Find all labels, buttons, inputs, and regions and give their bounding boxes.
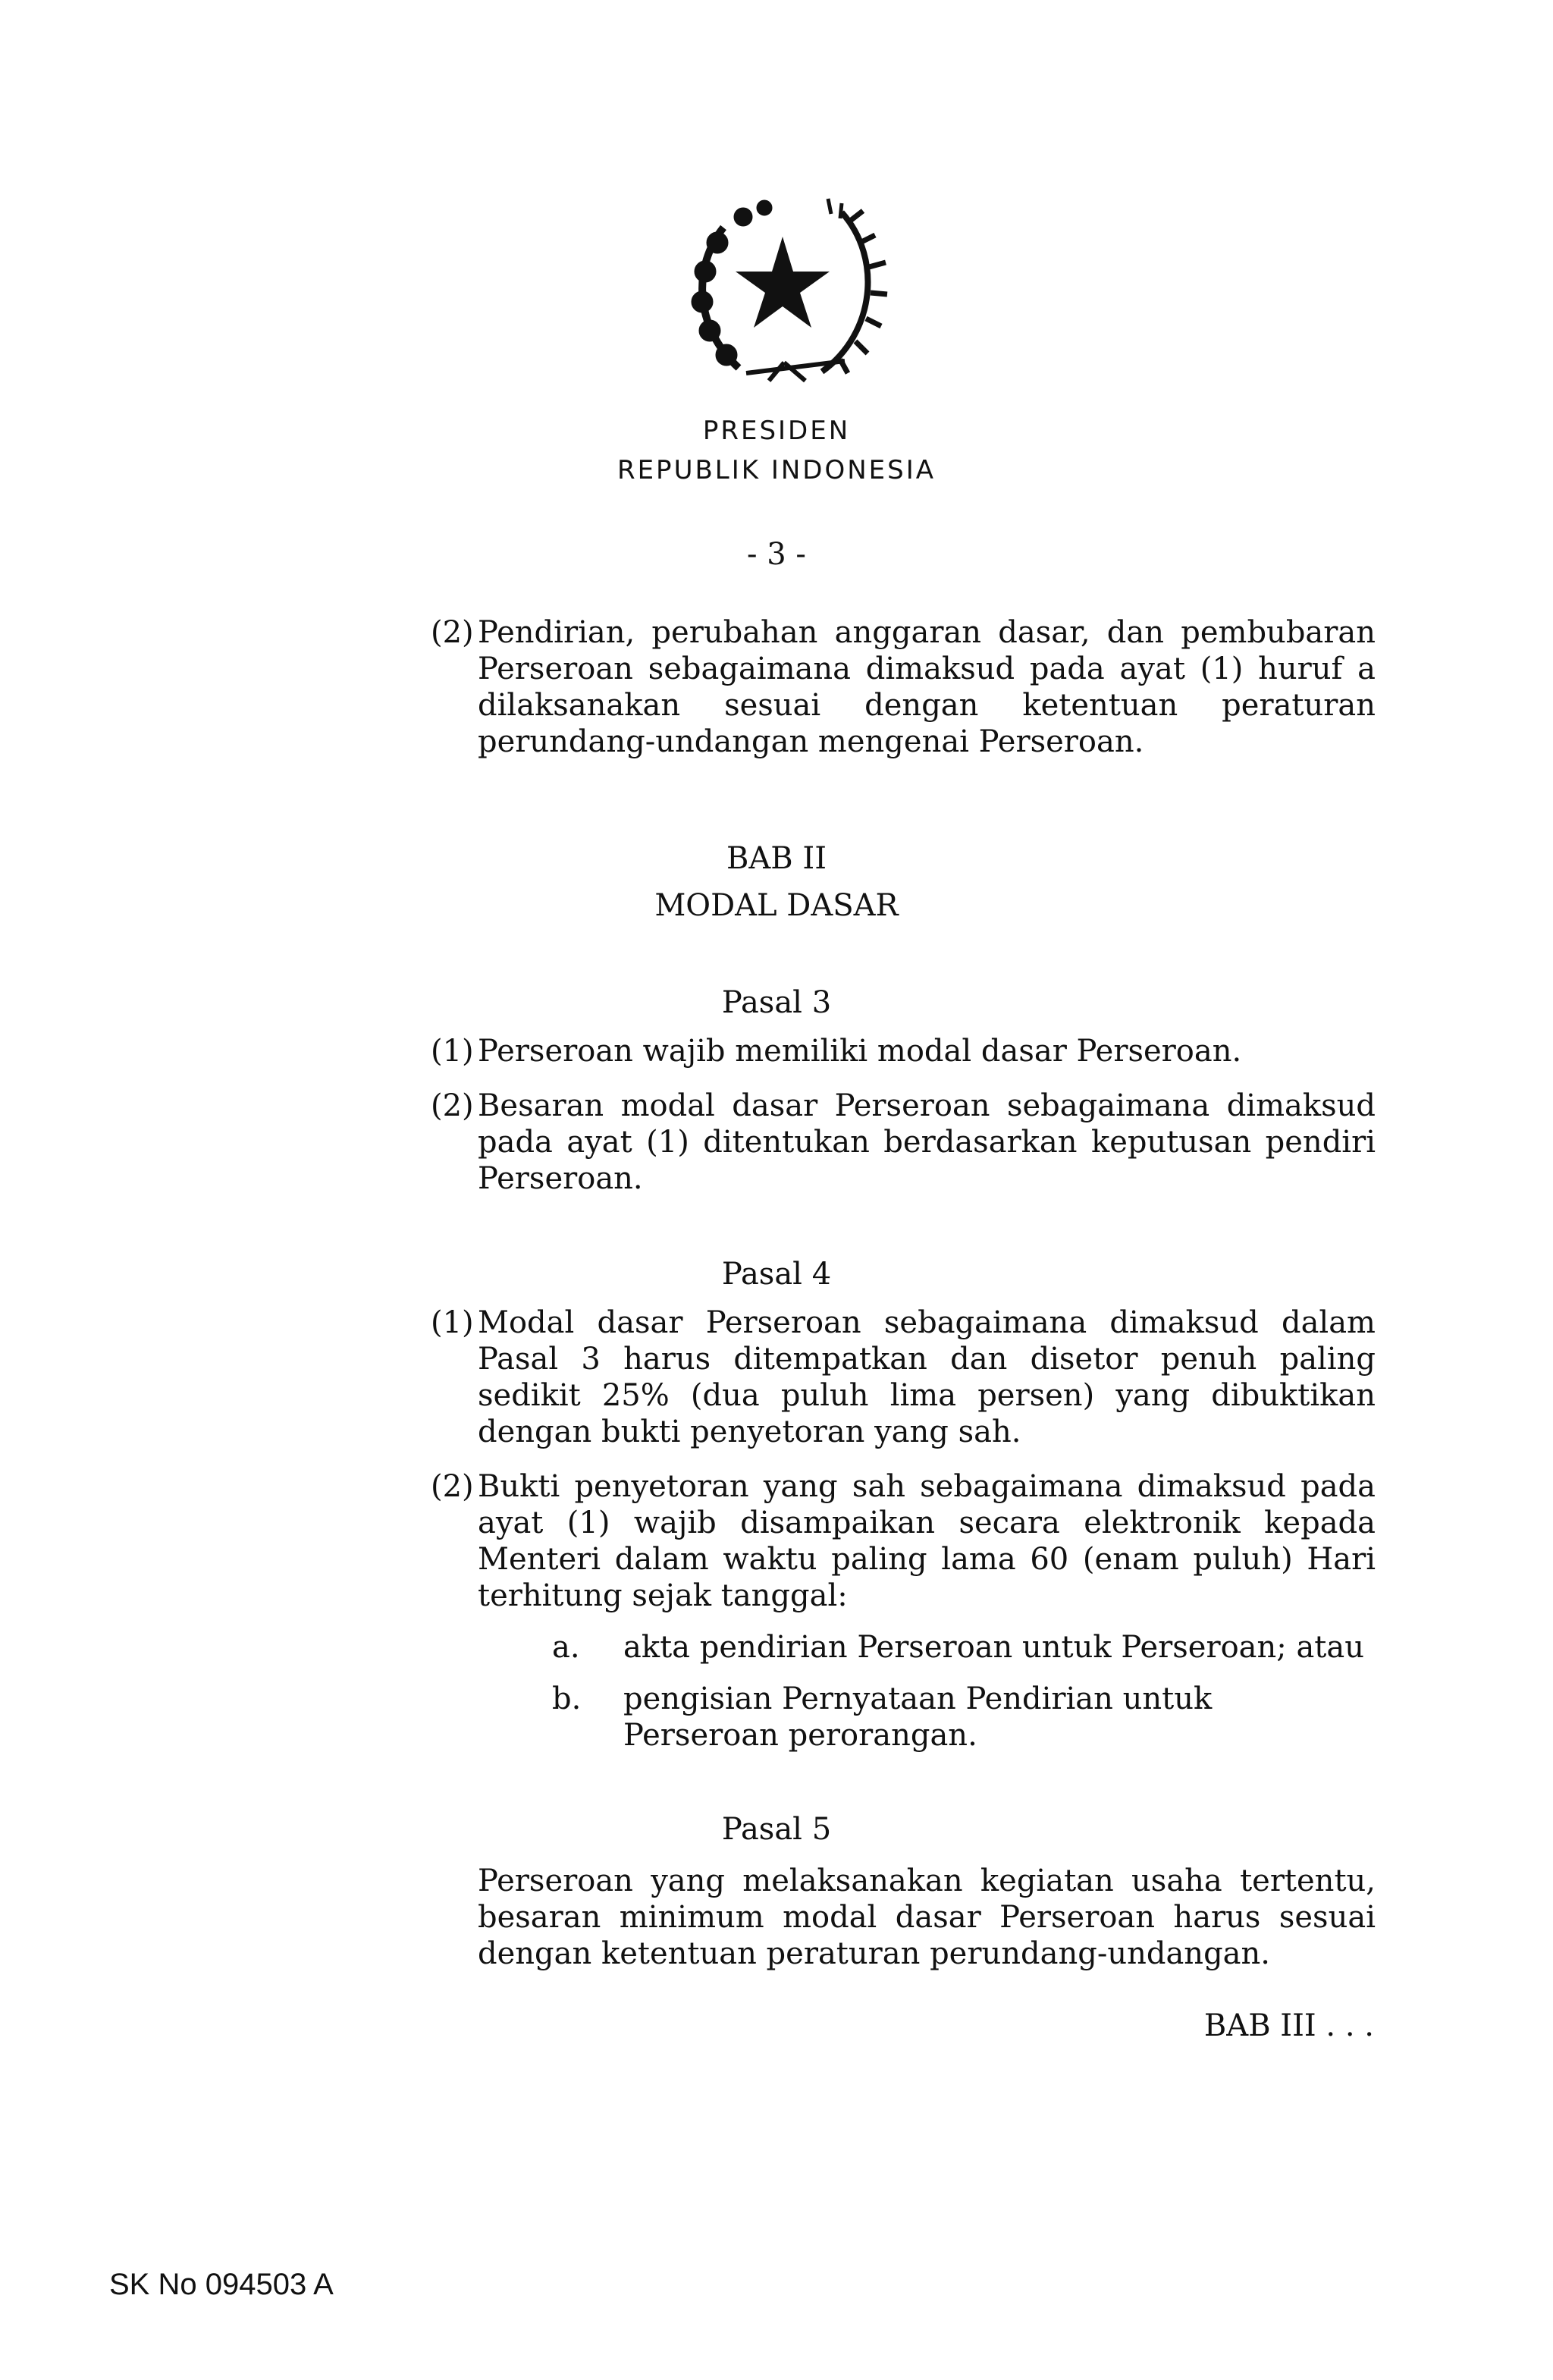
pasal-4-subitem-b <box>552 1681 1374 1754</box>
item-number: (1) <box>431 1034 474 1069</box>
item-text: Modal dasar Perseroan sebagaimana dimaksud dalam Pasal 3 harus ditempatkan dan disetor penuh paling sedikit 25% (dua puluh lima persen) yang dibuktikan dengan bukti penyetoran yang sah. <box>478 1305 1376 1449</box>
pasal-5-title: Pasal 5 <box>721 1812 832 1847</box>
pasal-5-text: Perseroan yang melaksanakan kegiatan usaha tertentu, besaran minimum modal dasar Perseroan harus sesuai dengan ketentuan peraturan perundang-undangan. <box>478 1863 1376 1971</box>
subitem-letter: b. <box>552 1681 582 1716</box>
item-number: (2) <box>431 1088 474 1123</box>
chapter-title: MODAL DASAR <box>654 888 899 923</box>
item-number: (2) <box>431 1469 474 1504</box>
pasal-4-item-1 <box>431 1305 1376 1450</box>
subitem-text: akta pendirian Perseroan untuk Perseroan; atau <box>623 1630 1364 1665</box>
chapter-label: BAB II <box>726 841 827 876</box>
item-text: Besaran modal dasar Perseroan sebagaimana dimaksud pada ayat (1) ditentukan berdasarkan keputusan pendiri Perseroan. <box>478 1088 1376 1196</box>
pasal-3-title: Pasal 3 <box>721 985 832 1020</box>
item-number: (2) <box>431 615 474 650</box>
pasal-4-subitem-a <box>552 1629 1374 1666</box>
item-number: (1) <box>431 1305 474 1340</box>
continuation-note: BAB III . . . <box>1203 2008 1374 2043</box>
subitem-letter: a. <box>552 1630 580 1665</box>
pasal-3-item-2 <box>431 1088 1376 1197</box>
pasal-4-title: Pasal 4 <box>721 1257 832 1292</box>
subitem-text: pengisian Pernyataan Pendirian untuk Perseroan perorangan. <box>623 1681 1213 1753</box>
item-text: Perseroan wajib memiliki modal dasar Perseroan. <box>478 1034 1242 1069</box>
item-text: Bukti penyetoran yang sah sebagaimana dimaksud pada ayat (1) wajib disampaikan secara elektronik kepada Menteri dalam waktu paling lama 60 (enam puluh) Hari terhitung sejak tanggal: <box>478 1469 1376 1613</box>
header-title-presiden: PRESIDEN <box>702 416 851 446</box>
item-text: Pendirian, perubahan anggaran dasar, dan pembubaran Perseroan sebagaimana dimaksud pada ayat (1) huruf a dilaksanakan sesuai dengan ketentuan peraturan perundang-undangan mengenai Perseroan. <box>478 615 1376 759</box>
document-code: SK No 094503 A <box>109 2268 334 2301</box>
pasal-3-item-1 <box>431 1033 1376 1069</box>
presidential-emblem-icon <box>670 182 895 394</box>
pasal-4-item-2 <box>431 1468 1376 1614</box>
header-title-republik: REPUBLIK INDONESIA <box>616 455 937 485</box>
page-number: - 3 - <box>747 537 806 572</box>
intro-item <box>431 614 1376 760</box>
